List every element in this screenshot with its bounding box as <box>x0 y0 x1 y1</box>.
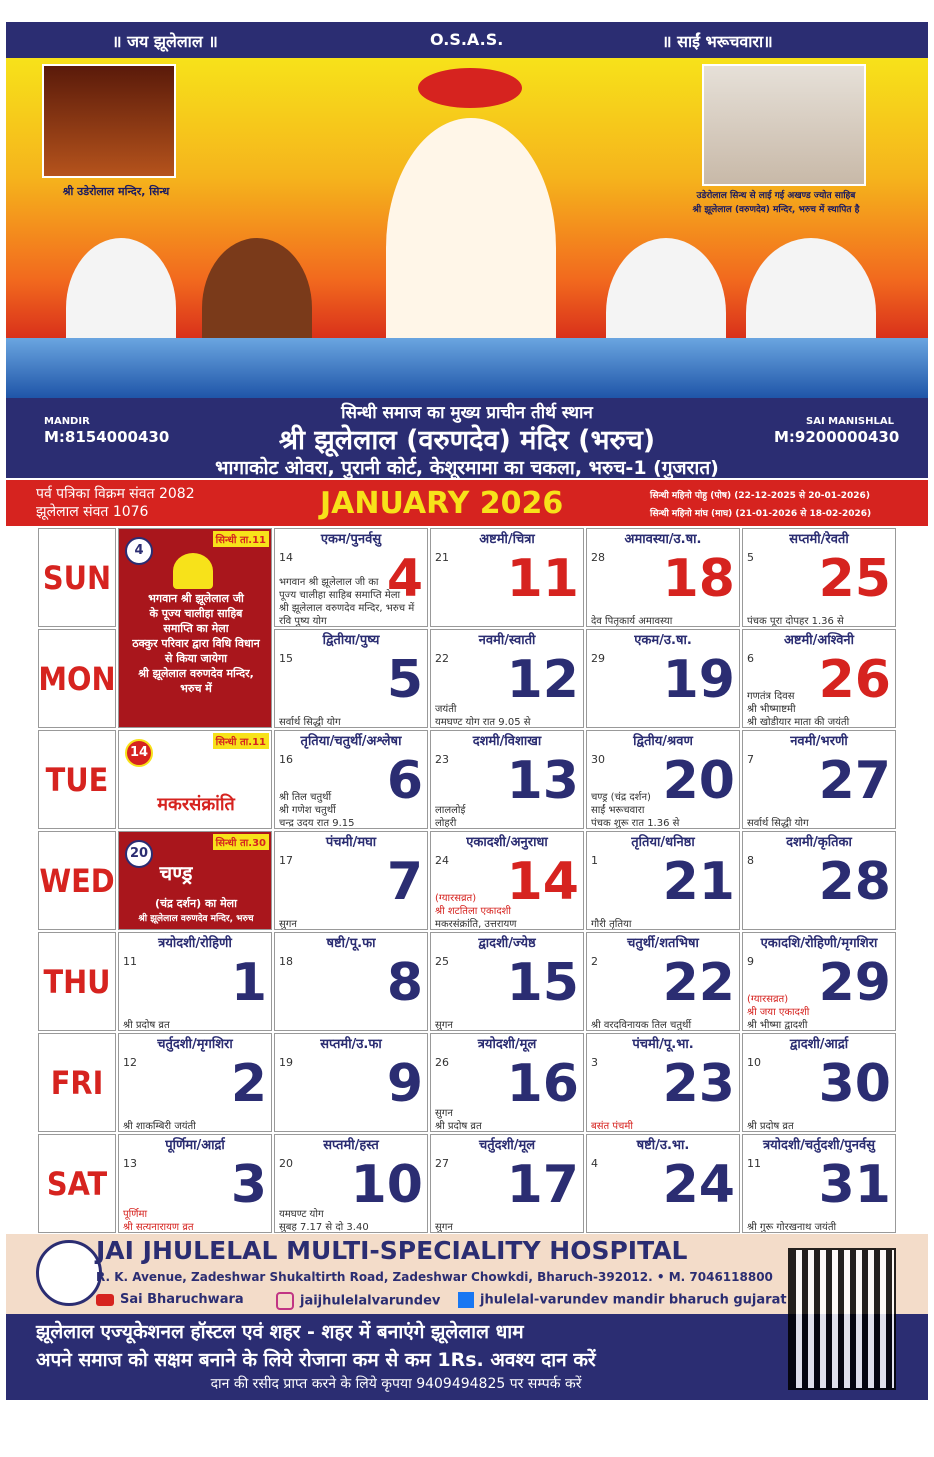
instagram-icon <box>276 1292 294 1310</box>
event-text: श्री प्रदोष व्रत <box>123 1020 170 1031</box>
date-cell-20[interactable] <box>586 730 740 829</box>
date-number: 8 <box>386 953 423 1013</box>
event-text: सुगन <box>435 1020 453 1031</box>
event-text: सर्वार्थ सिद्धी योग <box>747 818 809 829</box>
sindhi-date-tag: सिन्धी ता.11 <box>213 733 269 749</box>
tithi-label: त्रयोदशी/चर्तुदशी/पुनर्वसु <box>762 1138 876 1153</box>
date-number: 6 <box>386 751 423 811</box>
tithi-label: चर्तुदशी/मृगशिरा <box>157 1037 233 1052</box>
event-text: श्री गणेश चतुर्थी <box>279 805 336 816</box>
sindhi-date: 4 <box>591 1157 598 1170</box>
date-cell-7[interactable] <box>274 831 428 930</box>
date-number: 27 <box>818 751 891 811</box>
event-text: श्री तिल चतुर्थी <box>279 792 332 803</box>
chand-place: श्री झूलेलाल वरुणदेव मन्दिर, भरुच <box>138 914 254 924</box>
event-text: मकरसंक्रांति, उत्तरायण <box>435 919 517 930</box>
date-number: 17 <box>506 1155 579 1215</box>
sindhi-month-2: सिन्धी महिनो मांघ (माघ) (21-01-2026 से 18-02-2026) <box>650 509 872 519</box>
sindhi-date: 19 <box>279 1056 293 1069</box>
header-left: ॥ जय झूलेलाल ॥ <box>112 32 218 51</box>
hospital-logo-icon <box>36 1240 102 1306</box>
event-text: श्री वरदविनायक तिल चतुर्थी <box>591 1020 692 1031</box>
date-number: 18 <box>662 549 735 609</box>
date-cell-16[interactable] <box>430 1033 584 1132</box>
date-cell-13[interactable] <box>430 730 584 829</box>
event-text: श्री शाकम्बिरी जयंती <box>123 1121 196 1132</box>
sindhi-date: 17 <box>279 854 293 867</box>
date-number: 24 <box>662 1155 735 1215</box>
date-number: 29 <box>818 953 891 1013</box>
sindhi-date: 3 <box>591 1056 598 1069</box>
mandir-header <box>6 398 928 478</box>
tithi-label: चर्तुदशी/मूल <box>478 1138 536 1153</box>
date-cell-28[interactable] <box>742 831 896 930</box>
date-cell-6[interactable] <box>274 730 428 829</box>
umbrella-icon <box>418 68 522 108</box>
mon-text-6: श्री झूलेलाल वरुणदेव मन्दिर, <box>138 667 254 680</box>
event-text: सर्वार्थ सिद्धी योग <box>279 717 341 728</box>
event-text: श्री प्रदोष व्रत <box>747 1121 794 1132</box>
date-cell-11[interactable] <box>430 528 584 627</box>
tithi-label: पंचमी/मघा <box>325 835 377 850</box>
date-number: 10 <box>350 1155 423 1215</box>
tithi-label: एकादशि/रोहिणी/मृगशिरा <box>760 936 878 951</box>
facebook-icon <box>458 1292 474 1308</box>
caption-right-1: उडेरोलाल सिन्ध से लाई गई अखण्ड ज्योत साहिब <box>696 191 856 201</box>
date-cell-23[interactable] <box>586 1033 740 1132</box>
hospital-name: JAI JHULELAL MULTI-SPECIALITY HOSPITAL <box>96 1236 688 1265</box>
sindhi-date: 27 <box>435 1157 449 1170</box>
day-fri: FRI <box>38 1033 116 1132</box>
sindhi-date: 1 <box>591 854 598 867</box>
chaliha-special-cell <box>118 528 272 728</box>
chand-special-cell <box>118 831 272 930</box>
month-bar <box>6 480 928 526</box>
top-bar <box>6 22 928 58</box>
tithi-label: द्वादशी/आर्द्रा <box>789 1037 849 1052</box>
event-text: श्री भीष्मा द्वादशी <box>747 1020 808 1031</box>
mon-text-1: भगवान श्री झूलेलाल जी <box>148 592 244 605</box>
date-cell-1[interactable] <box>118 932 272 1031</box>
event-text: सुबह 7.17 से दो 3.40 <box>279 1222 369 1233</box>
tithi-label: दशमी/कृतिका <box>786 835 852 850</box>
tithi-label: अष्टमी/चित्रा <box>479 532 535 547</box>
youtube-label: Sai Bharuchwara <box>120 1292 244 1307</box>
date-number: 14 <box>506 852 579 912</box>
tithi-label: तृतिया/धनिष्ठा <box>631 835 695 850</box>
date-number: 30 <box>818 1054 891 1114</box>
date-cell-29[interactable] <box>742 932 896 1031</box>
date-cell-21[interactable] <box>586 831 740 930</box>
makar-special-cell <box>118 730 272 829</box>
instagram-link[interactable] <box>276 1292 440 1310</box>
date-number: 5 <box>386 650 423 710</box>
tithi-label: नवमी/भरणी <box>790 734 848 749</box>
event-text: गौरी तृतिया <box>591 919 632 930</box>
event-text: गणतंत्र दिवस <box>747 691 795 702</box>
hospital-address: R. K. Avenue, Zadeshwar Shukaltirth Road, Zadeshwar Chowkdi, Bharuch-392012. • M. 7046118800 <box>96 1270 773 1284</box>
sindhi-date: 12 <box>123 1056 137 1069</box>
tithi-label: सप्तमी/उ.फा <box>320 1037 382 1052</box>
makar-text: मकरसंक्रांति <box>157 794 235 815</box>
date-number: 22 <box>662 953 735 1013</box>
donation-line-1: झूलेलाल एज्यूकेशनल हॉस्टल एवं शहर - शहर में बनाएंगे झूलेलाल धाम <box>36 1321 524 1343</box>
sindhi-date: 16 <box>279 753 293 766</box>
date-cell-31[interactable] <box>742 1134 896 1233</box>
tithi-label: तृतिया/चतुर्थी/अश्लेषा <box>300 734 402 749</box>
sindhi-date: 11 <box>123 955 137 968</box>
event-text: सुगन <box>435 1108 453 1119</box>
date-number: 11 <box>506 549 579 609</box>
sindhi-date: 13 <box>123 1157 137 1170</box>
qr-code-icon[interactable] <box>788 1248 896 1390</box>
sindhi-date: 29 <box>591 652 605 665</box>
day-wed: WED <box>38 831 116 930</box>
event-text: श्री जया एकादशी <box>747 1007 810 1018</box>
mandir-phone: M:8154000430 <box>44 428 170 446</box>
tithi-label: एकम/पुनर्वसु <box>320 532 382 547</box>
youtube-icon <box>96 1294 114 1306</box>
tithi-label: अष्टमी/अश्विनी <box>783 633 855 648</box>
day-mon: MON <box>38 629 116 728</box>
month-title: JANUARY 2026 <box>320 486 564 521</box>
sai-label: SAI MANISHLAL <box>806 416 894 427</box>
date-number: 31 <box>818 1155 891 1215</box>
sindhi-date: 22 <box>435 652 449 665</box>
date-number: 23 <box>662 1054 735 1114</box>
date-number: 26 <box>818 650 891 710</box>
event-text: पंचक पूरा दोपहर 1.36 से <box>747 616 844 627</box>
date-number: 19 <box>662 650 735 710</box>
event-text: रवि पुष्य योग <box>279 616 327 627</box>
day-thu: THU <box>38 932 116 1031</box>
sea-background <box>6 338 928 398</box>
date-number: 4 <box>386 549 423 609</box>
event-text: भगवान श्री झूलेलाल जी का <box>279 577 379 588</box>
sindhi-date: 30 <box>591 753 605 766</box>
event-text: श्री शटतिला एकादशी <box>435 906 512 917</box>
chand-subtitle: (चंद्र दर्शन) का मेला <box>155 897 237 910</box>
tithi-label: द्वितीय/श्रवण <box>633 734 693 749</box>
date-number: 25 <box>818 549 891 609</box>
mon-text-2: के पूज्य चालीहा साहिब <box>149 607 243 620</box>
date-cell-4[interactable] <box>274 528 428 627</box>
date-cell-9[interactable] <box>274 1033 428 1132</box>
sindhi-date: 11 <box>747 1157 761 1170</box>
date-cell-17[interactable] <box>430 1134 584 1233</box>
sindhi-date: 15 <box>279 652 293 665</box>
tithi-label: द्वादशी/ज्येष्ठ <box>478 936 536 951</box>
donation-line-3: दान की रसीद प्राप्त करने के लिये कृपया 9409494825 पर सम्पर्क करें <box>210 1376 582 1392</box>
mandir-address: भागाकोट ओवरा, पुरानी कोर्ट, केशूरमामा का चकला, भरुच-1 (गुजरात) <box>215 457 719 479</box>
date-number: 21 <box>662 852 735 912</box>
date-number: 16 <box>506 1054 579 1114</box>
event-text: जयंती <box>435 704 457 715</box>
date-cell-30[interactable] <box>742 1033 896 1132</box>
sindhi-date: 9 <box>747 955 754 968</box>
tithi-label: अमावस्या/उ.षा. <box>624 532 702 547</box>
day-sat: SAT <box>38 1134 116 1233</box>
date-number: 9 <box>386 1054 423 1114</box>
date-number: 2 <box>230 1054 267 1114</box>
caption-right-2: श्री झूलेलाल (वरुणदेव) मन्दिर, भरुच में स्थापित है <box>692 205 860 215</box>
tithi-label: दशमी/विशाखा <box>472 734 542 749</box>
date-cell-14[interactable] <box>430 831 584 930</box>
date-cell-12[interactable] <box>430 629 584 728</box>
event-text: चण्ड्र (चंद्र दर्शन) <box>591 792 651 803</box>
event-text: (ग्यारसव्रत) <box>747 994 789 1005</box>
event-text: पंचक शुरू रात 1.36 से <box>591 818 680 829</box>
header-right: ॥ साईं भरूचवारा॥ <box>662 32 773 51</box>
event-text: साईं भरूचवारा <box>591 805 645 816</box>
date-cell-15[interactable] <box>430 932 584 1031</box>
mon-text-5: से किया जायेगा <box>164 652 228 665</box>
instagram-label: jaijhulelalvarundev <box>300 1293 441 1309</box>
footer <box>6 1234 928 1430</box>
sindhi-date-tag: सिन्धी ता.11 <box>213 531 269 547</box>
event-text: (ग्यारसव्रत) <box>435 893 477 904</box>
date-cell-24[interactable] <box>586 1134 740 1233</box>
mandir-title: श्री झूलेलाल (वरुणदेव) मंदिर (भरुच) <box>278 425 656 456</box>
event-text: लोहरी <box>435 818 457 829</box>
date-cell-22[interactable] <box>586 932 740 1031</box>
event-text: श्री सत्यनारायण व्रत <box>123 1222 194 1233</box>
tithi-label: षष्टी/पू.फा <box>326 936 376 951</box>
banner <box>6 58 928 398</box>
event-text: पूर्णिमा <box>123 1209 148 1220</box>
event-text: श्री झूलेलाल वरुणदेव मन्दिर, भरुच में <box>279 603 415 614</box>
mandir-label: MANDIR <box>44 416 90 427</box>
event-text: श्री खोडीयार माता की जयंती <box>747 717 850 728</box>
sindhi-date: 2 <box>591 955 598 968</box>
tithi-label: सप्तमी/हस्त <box>323 1138 379 1153</box>
date-number: 1 <box>230 953 267 1013</box>
tithi-label: पंचमी/पू.भा. <box>632 1037 694 1052</box>
tithi-label: त्रयोदशी/मूल <box>477 1037 537 1052</box>
event-text: सुगन <box>279 919 297 930</box>
event-text: श्री गुरू गोरखनाथ जयंती <box>747 1222 837 1233</box>
sindhi-month-1: सिन्धी महिनो पोहु (पोष) (22-12-2025 से 20-01-2026) <box>650 491 870 501</box>
date-cell-3[interactable] <box>118 1134 272 1233</box>
caption-left: श्री उडेरोलाल मन्दिर, सिन्ध <box>62 185 170 198</box>
date-number: 12 <box>506 650 579 710</box>
sindhi-date-tag: सिन्धी ता.30 <box>213 834 269 850</box>
jhulelal-icon <box>173 553 213 589</box>
date-cell-5[interactable] <box>274 629 428 728</box>
mon-text-7: भरुच में <box>180 682 212 695</box>
jhulelal-samvat: झूलेलाल संवत 1076 <box>36 504 149 520</box>
sindhi-date: 24 <box>435 854 449 867</box>
mon-text-3: समाप्ति का मेला <box>163 622 229 635</box>
event-text: बसंत पंचमी <box>591 1121 633 1132</box>
facebook-link[interactable] <box>458 1292 787 1308</box>
event-text: श्री भीष्माष्टमी <box>747 704 796 715</box>
event-text: श्री प्रदोष व्रत <box>435 1121 482 1132</box>
event-text: लाललोई <box>435 805 466 816</box>
date-cell-8[interactable] <box>274 932 428 1031</box>
sindhi-date: 28 <box>591 551 605 564</box>
date-cell-27[interactable] <box>742 730 896 829</box>
date-badge: 14 <box>125 739 153 767</box>
vikram-samvat: पर्व पत्रिका विक्रम संवत 2082 <box>36 486 195 502</box>
event-text: देव पितृकार्य अमावस्या <box>591 616 673 627</box>
event-text: सुगन <box>435 1222 453 1233</box>
date-number: 15 <box>506 953 579 1013</box>
sindhi-date: 25 <box>435 955 449 968</box>
tithi-label: सप्तमी/रेवती <box>789 532 849 547</box>
facebook-label: jhulelal-varundev mandir bharuch gujarat <box>480 1292 787 1308</box>
date-badge: 4 <box>125 537 153 565</box>
mon-text-4: ठक्कुर परिवार द्वारा विधि विधान <box>132 637 260 650</box>
tithi-label: पूर्णिमा/आर्द्रा <box>165 1138 225 1153</box>
sindhi-date: 18 <box>279 955 293 968</box>
date-number: 3 <box>230 1155 267 1215</box>
header-center: O.S.A.S. <box>430 30 504 49</box>
sai-phone: M:9200000430 <box>774 428 900 446</box>
tithi-label: एकादशी/अनुराधा <box>466 835 548 850</box>
sindhi-date: 20 <box>279 1157 293 1170</box>
event-text: चन्द्र उदय रात 9.15 <box>279 818 355 829</box>
tithi-label: षष्टी/उ.भा. <box>636 1138 690 1153</box>
youtube-link[interactable] <box>96 1292 244 1307</box>
tithi-label: द्वितीया/पुष्य <box>322 633 380 648</box>
date-number: 20 <box>662 751 735 811</box>
date-number: 13 <box>506 751 579 811</box>
event-text: यमघण्ट योग <box>279 1209 324 1220</box>
sindhi-date: 10 <box>747 1056 761 1069</box>
temple-photo-left <box>42 64 176 178</box>
sindhi-date: 7 <box>747 753 754 766</box>
event-text: पूज्य चालीहा साहिब समाप्ति मेला <box>279 590 401 601</box>
date-cell-19[interactable] <box>586 629 740 728</box>
tithi-label: त्रयोदशी/रोहिणी <box>158 936 232 951</box>
date-cell-25[interactable] <box>742 528 896 627</box>
date-cell-26[interactable] <box>742 629 896 728</box>
sindhi-date: 14 <box>279 551 293 564</box>
tithi-label: एकम/उ.षा. <box>634 633 692 648</box>
date-badge: 20 <box>125 840 153 868</box>
sindhi-date: 23 <box>435 753 449 766</box>
day-sun: SUN <box>38 528 116 627</box>
date-cell-18[interactable] <box>586 528 740 627</box>
sindhi-date: 5 <box>747 551 754 564</box>
day-tue: TUE <box>38 730 116 829</box>
date-cell-2[interactable] <box>118 1033 272 1132</box>
sindhi-date: 6 <box>747 652 754 665</box>
tithi-label: नवमी/स्वाती <box>478 633 536 648</box>
tithi-label: चतुर्थी/शतभिषा <box>627 936 699 951</box>
sindhi-date: 26 <box>435 1056 449 1069</box>
date-number: 7 <box>386 852 423 912</box>
sindhi-date: 21 <box>435 551 449 564</box>
sindhi-date: 8 <box>747 854 754 867</box>
calendar-page <box>6 22 928 1430</box>
mandir-line-1: सिन्धी समाज का मुख्य प्राचीन तीर्थ स्थान <box>341 403 593 423</box>
date-cell-10[interactable] <box>274 1134 428 1233</box>
date-number: 28 <box>818 852 891 912</box>
jyot-photo-right <box>702 64 866 186</box>
donation-line-2: अपने समाज को सक्षम बनाने के लिये रोजाना कम से कम 1Rs. अवश्य दान करें <box>36 1349 596 1371</box>
chand-title: चण्ड्र <box>159 861 193 885</box>
event-text: यमघण्ट योग रात 9.05 से <box>435 717 531 728</box>
